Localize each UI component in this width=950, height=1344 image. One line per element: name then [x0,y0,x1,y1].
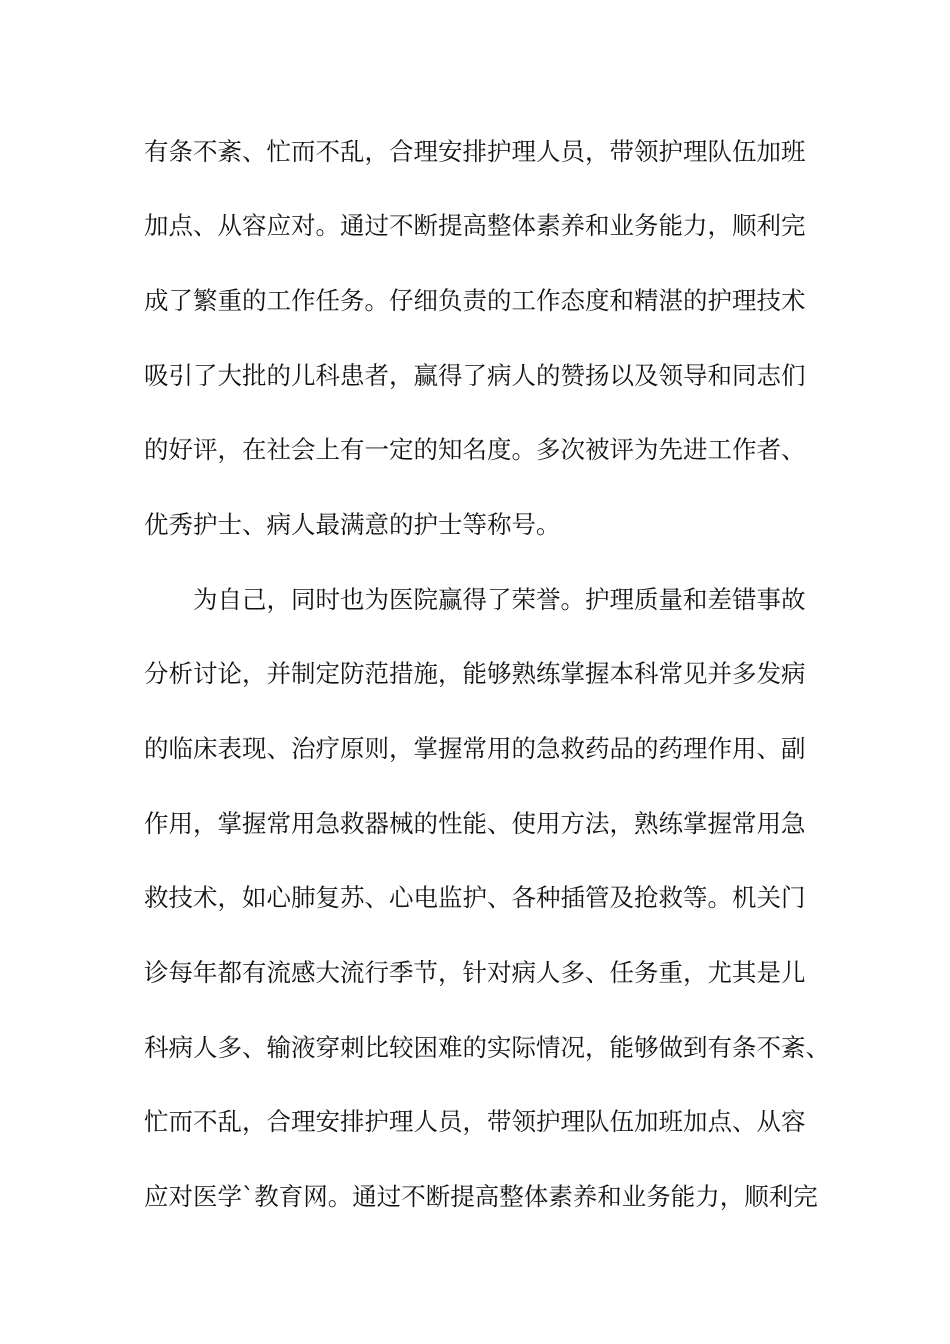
text-line: 有条不紊、忙而不乱，合理安排护理人员，带领护理队伍加班 [144,137,806,166]
text-line: 分析讨论，并制定防范措施，能够熟练掌握本科常见并多发病 [144,659,806,688]
text-line: 优秀护士、病人最满意的护士等称号。 [144,510,561,539]
text-line: 成了繁重的工作任务。仔细负责的工作态度和精湛的护理技术 [144,286,806,315]
text-line: 的临床表现、治疗原则，掌握常用的急救药品的药理作用、副 [144,734,806,763]
text-line: 救技术，如心肺复苏、心电监护、各种插管及抢救等。机关门 [144,883,806,912]
paragraph-first-line: 为自己，同时也为医院赢得了荣誉。护理质量和差错事故 [193,585,806,614]
text-line: 的好评，在社会上有一定的知名度。多次被评为先进工作者、 [144,435,806,464]
text-line: 吸引了大批的儿科患者，赢得了病人的赞扬以及领导和同志们 [144,361,806,390]
text-line: 应对医学`教育网。通过不断提高整体素养和业务能力，顺利完 [144,1182,818,1211]
text-line: 诊每年都有流感大流行季节，针对病人多、任务重，尤其是儿 [144,958,806,987]
text-line: 作用，掌握常用急救器械的性能、使用方法，熟练掌握常用急 [144,809,806,838]
text-line: 加点、从容应对。通过不断提高整体素养和业务能力，顺利完 [144,211,806,240]
text-line: 科病人多、输液穿刺比较困难的实际情况，能够做到有条不紊、 [144,1033,830,1062]
text-line: 忙而不乱，合理安排护理人员，带领护理队伍加班加点、从容 [144,1107,806,1136]
